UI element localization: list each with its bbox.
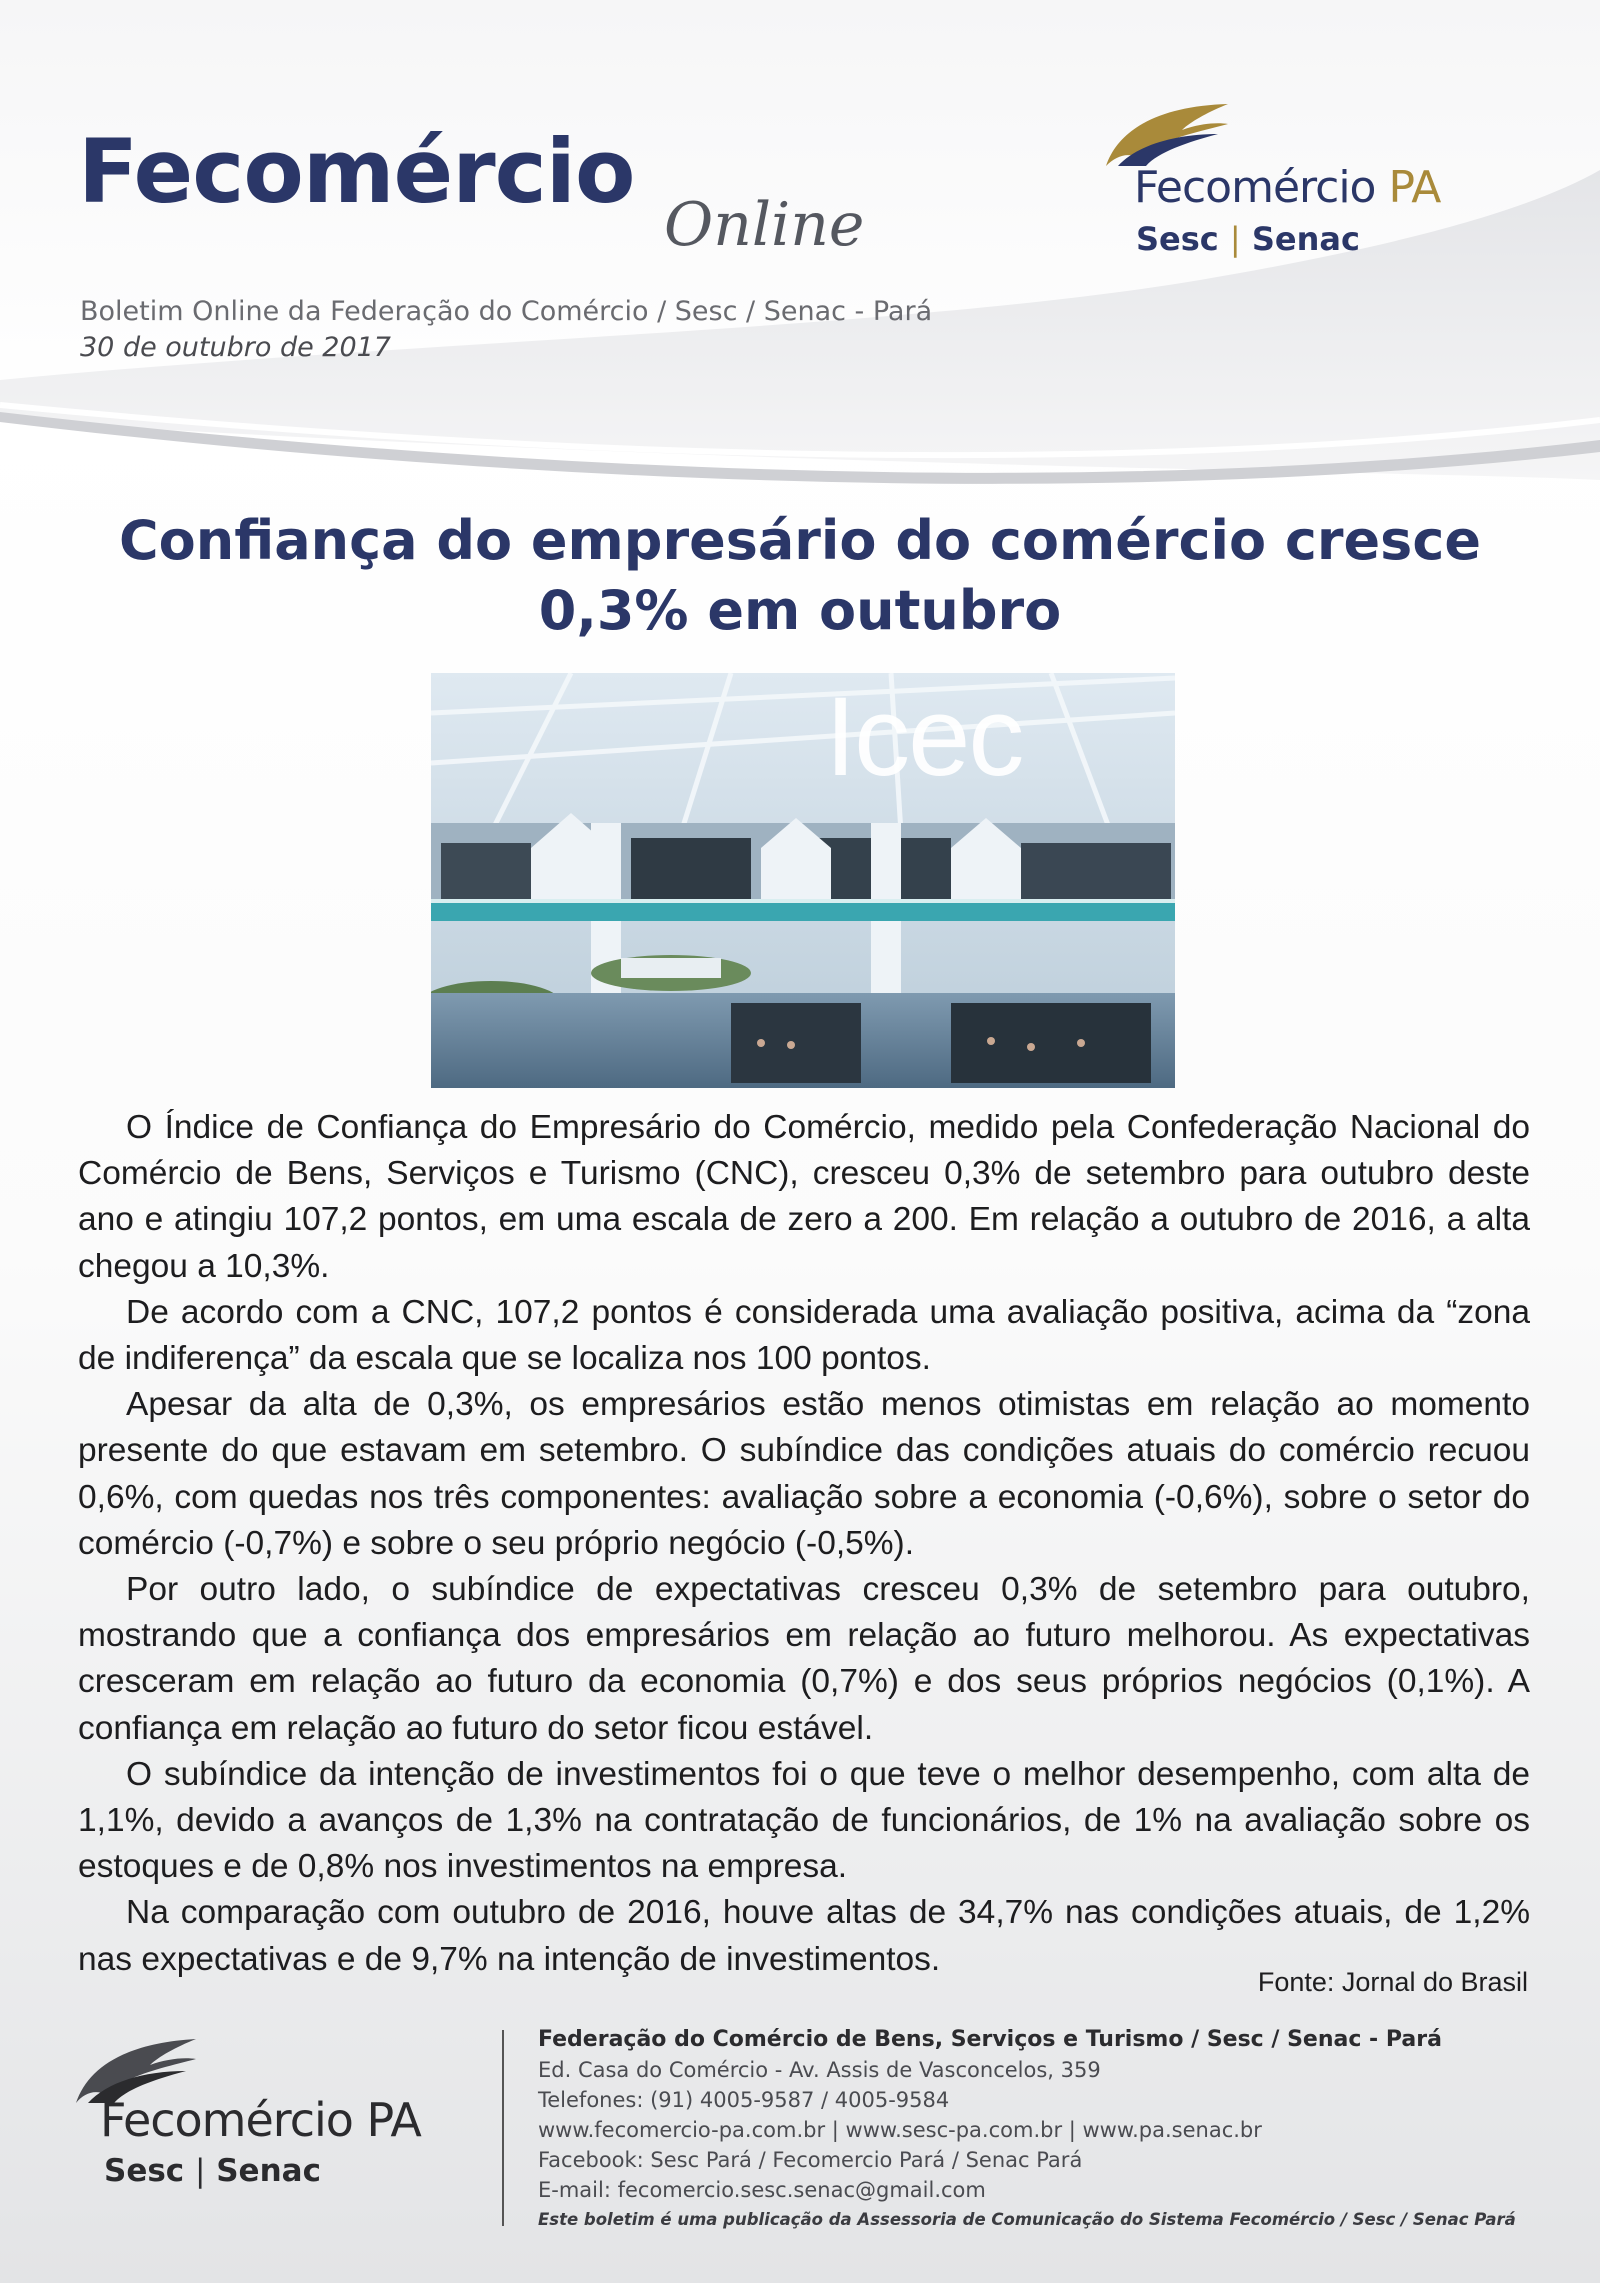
headline-line-1: Confiança do empresário do comércio cresce: [119, 509, 1481, 572]
masthead-script: Online: [664, 190, 865, 260]
footer-logo-sesc: Sesc: [104, 2153, 185, 2189]
footer-divider: [502, 2030, 504, 2226]
footer-org-name: Federação do Comércio de Bens, Serviços e Turismo / Sesc / Senac - Pará: [538, 2027, 1442, 2052]
article-paragraph: Apesar da alta de 0,3%, os empresários estão menos otimistas em relação ao momento presente do que estavam em setembro. O subíndice das condições atuais do comércio recuou 0,6%, com quedas nos três componentes: avaliação sobre a economia (-0,6%), sobre o setor do comércio (-0,7%) e sobre o seu próprio negócio (-0,5%).: [78, 1386, 1530, 1562]
footer-email: E-mail: fecomercio.sesc.senac@gmail.com: [538, 2178, 986, 2202]
masthead-subtitle: Boletim Online da Federação do Comércio / Sesc / Senac - Pará: [80, 296, 933, 327]
article-paragraph: Na comparação com outubro de 2016, houve altas de 34,7% nas condições atuais, de 1,2% nas expectativas e de 9,7% na intenção de investimentos.: [78, 1894, 1530, 1978]
mall-interior-illustration: [431, 673, 1175, 1088]
footer-address: Ed. Casa do Comércio - Av. Assis de Vasconcelos, 359: [538, 2058, 1101, 2082]
article-paragraph: O subíndice da intenção de investimentos foi o que teve o melhor desempenho, com alta de 1,1%, devido a avanços de 1,3% na contratação de funcionários, de 1% na avaliação sobre os estoques e de 0,8% nos investimentos na empresa.: [78, 1755, 1530, 1886]
logo-wordmark: [1134, 162, 1440, 213]
photo-overlay-caption: Icec: [825, 674, 1023, 799]
footer-logo-senac: Senac: [216, 2153, 321, 2189]
footer-websites: www.fecomercio-pa.com.br | www.sesc-pa.com.br | www.pa.senac.br: [538, 2118, 1262, 2142]
footer-logo-wordmark: Fecomércio PA: [100, 2093, 421, 2147]
footer-facebook: Facebook: Sesc Pará / Fecomercio Pará / Senac Pará: [538, 2148, 1083, 2172]
footer-logo-subline: [104, 2153, 321, 2189]
article-source: Fonte: Jornal do Brasil: [1257, 1967, 1528, 1997]
article-paragraph: O Índice de Confiança do Empresário do Comércio, medido pela Confederação Nacional do Comércio de Bens, Serviços e Turismo (CNC), cresceu 0,3% de setembro para outubro deste ano e atingiu 107,2 pontos, em uma escala de zero a 200. Em relação a outubro de 2016, a alta chegou a 10,3%.: [78, 1109, 1530, 1285]
footer-contact-info: [538, 2025, 1538, 2235]
footer-credit: Este boletim é uma publicação da Assessoria de Comunicação do Sistema Fecomércio / Sesc / Senac Pará: [538, 2210, 1516, 2229]
footer-logo: [70, 2035, 490, 2195]
logo-subline: [1136, 220, 1360, 258]
article-photo: [431, 673, 1175, 1088]
article-headline: [60, 506, 1540, 646]
logo-wordmark-pa: PA: [1388, 162, 1441, 213]
article-paragraph: De acordo com a CNC, 107,2 pontos é considerada uma avaliação positiva, acima da “zona de indiferença” da escala que se localiza nos 100 pontos.: [78, 1293, 1530, 1378]
logo-wordmark-main: Fecomércio: [1134, 162, 1376, 213]
wing-logo-icon: [1098, 100, 1258, 170]
logo-senac: Senac: [1251, 220, 1360, 258]
article-paragraph: Por outro lado, o subíndice de expectativas cresceu 0,3% de setembro para outubro, mostrando que a confiança dos empresários em relação ao futuro melhorou. As expectativas cresceram em relação ao futuro da economia (0,7%) e dos seus próprios negócios (0,1%). A confiança em relação ao futuro do setor ficou estável.: [78, 1571, 1530, 1747]
article-body: [78, 1105, 1530, 1983]
headline-line-2: 0,3% em outubro: [538, 579, 1062, 642]
footer-phones: Telefones: (91) 4005-9587 / 4005-9584: [538, 2088, 950, 2112]
publication-date: 30 de outubro de 2017: [80, 332, 391, 363]
logo-sesc: Sesc: [1136, 220, 1219, 258]
logo-separator: |: [1229, 220, 1241, 258]
masthead-title: Fecomércio: [78, 120, 635, 223]
footer-logo-separator: |: [194, 2153, 206, 2189]
fecomercio-pa-logo: [1098, 100, 1518, 270]
